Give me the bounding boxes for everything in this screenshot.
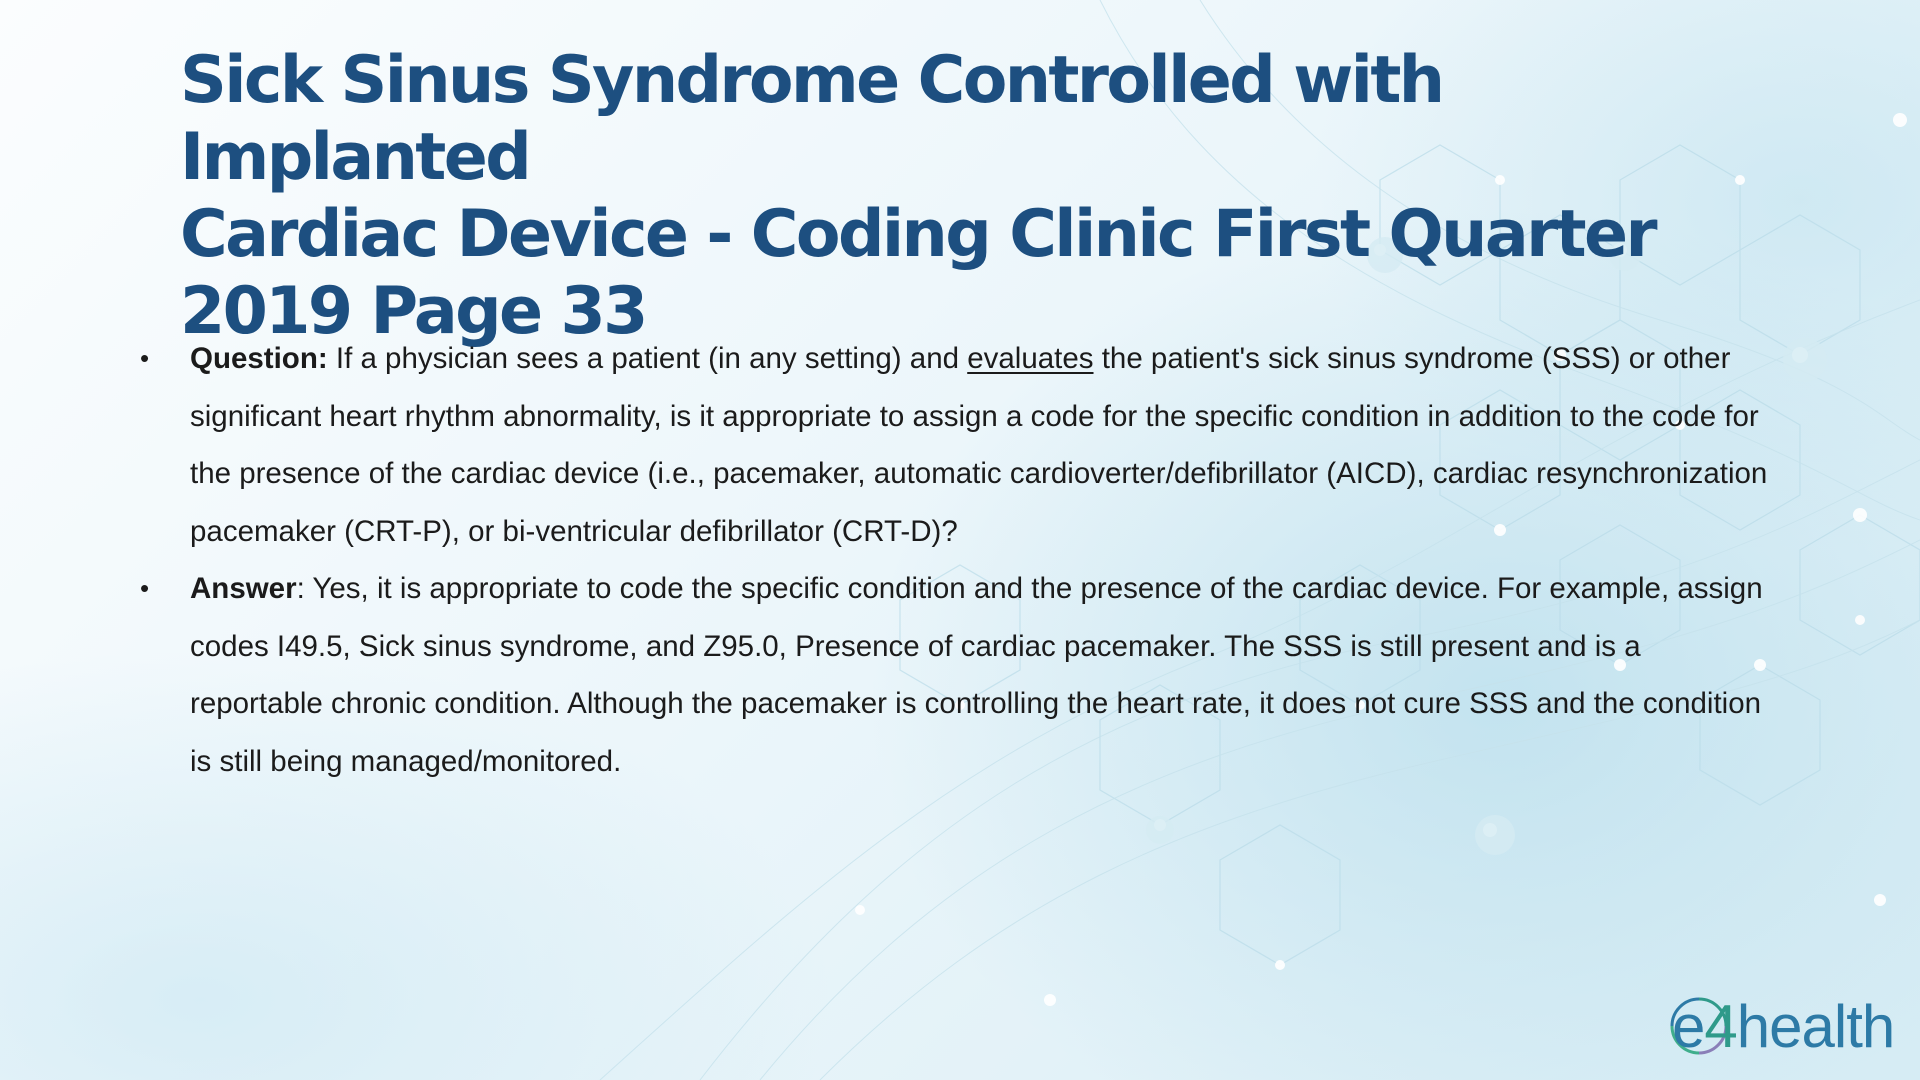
question-bullet: [140, 330, 1770, 560]
bullet-list: [140, 330, 1770, 790]
logo-suffix: health: [1736, 993, 1895, 1060]
answer-bullet: [140, 560, 1770, 790]
bullet-marker: •: [140, 573, 150, 603]
question-label: Question:: [190, 342, 328, 375]
answer-label: Answer: [190, 572, 297, 605]
answer-text: : Yes, it is appropriate to code the specific condition and the presence of the cardiac device. For example, assign codes I49.5, Sick sinus syndrome, and Z95.0, Presence of cardiac pacemaker. The SSS is still present and is a reportable chronic condition. Although the pacemaker is controlling the heart rate, it does not cure SSS and the condition is still being managed/monitored.: [190, 572, 1763, 778]
question-emphasis: evaluates: [967, 342, 1094, 375]
logo-number: 4: [1704, 993, 1737, 1060]
logo-prefix: e: [1672, 993, 1705, 1060]
question-text-after: the patient's sick sinus syndrome (SSS) or other significant heart rhythm abnormality, is it appropriate to assign a code for the specific condition in addition to the code for the presence of the cardiac device (i.e., pacemaker, automatic cardioverter/defibrillator (AICD), cardiac resynchronization pacemaker (CRT-P), or bi-ventricular defibrillator (CRT-D)?: [190, 342, 1768, 548]
slide-title: Sick Sinus Syndrome Controlled with Implanted Cardiac Device - Coding Clinic First Quarter 2019 Page 33: [180, 43, 1655, 349]
question-text-before: If a physician sees a patient (in any setting) and: [327, 342, 968, 375]
logo-wordmark: [1672, 990, 1894, 1064]
bullet-marker: •: [140, 343, 150, 373]
e4health-logo: [1664, 990, 1904, 1064]
